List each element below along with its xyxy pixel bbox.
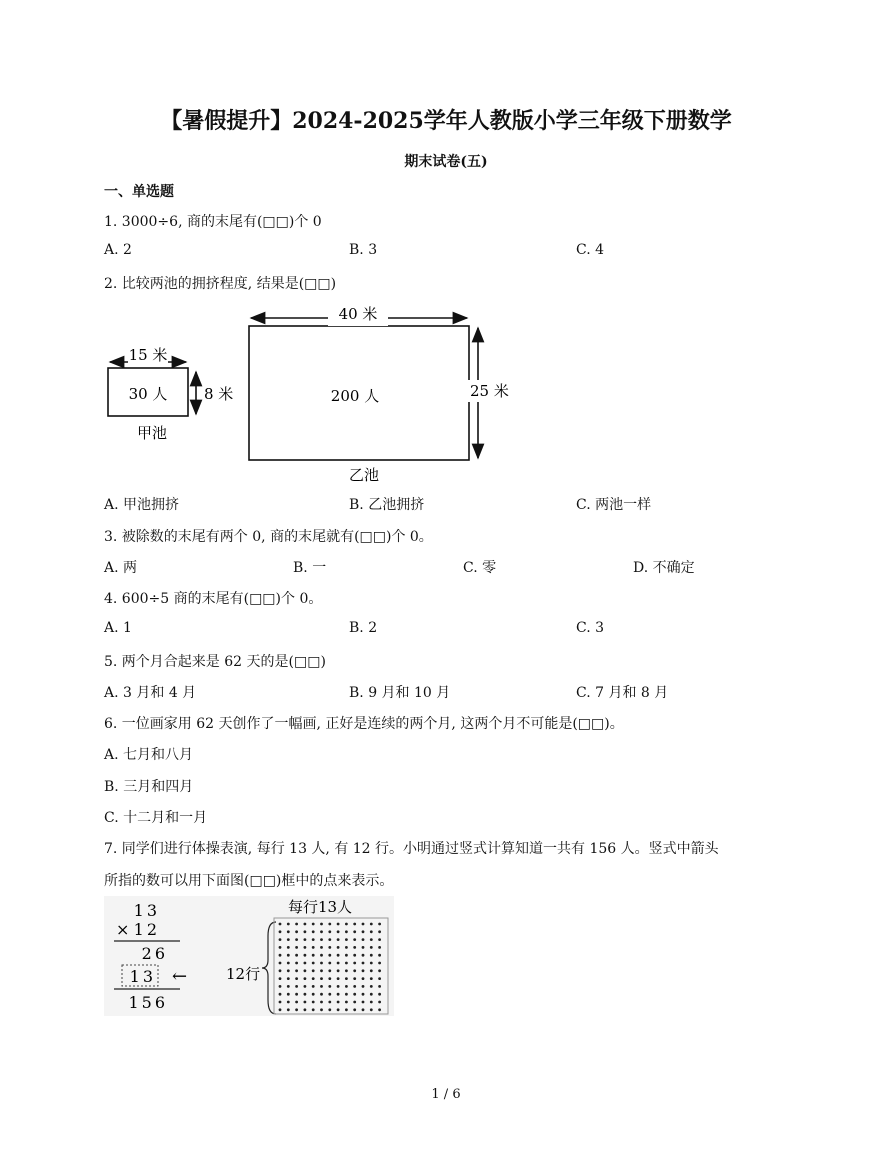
dot (378, 985, 381, 988)
dot (370, 946, 373, 949)
dot (345, 985, 348, 988)
question-6-option-b: B. 三月和四月 (104, 779, 194, 795)
dot (304, 993, 307, 996)
question-2-option-b: B. 乙池拥挤 (349, 497, 425, 513)
dot (345, 946, 348, 949)
dot (337, 985, 340, 988)
dot (337, 1001, 340, 1004)
dot (362, 985, 365, 988)
dot (328, 1008, 331, 1011)
dot (287, 930, 290, 933)
dot (287, 946, 290, 949)
question-5-option-b: B. 9 月和 10 月 (349, 685, 451, 701)
dot (337, 954, 340, 957)
dot (312, 946, 315, 949)
question-1-stem: 1. 3000÷6, 商的末尾有(□□)个 0 (104, 214, 322, 230)
dot (378, 954, 381, 957)
pool-b-name: 乙池 (348, 466, 380, 484)
dot (362, 962, 365, 965)
dot (287, 938, 290, 941)
dot (370, 930, 373, 933)
dot (337, 1008, 340, 1011)
question-6-option-a: A. 七月和八月 (104, 747, 194, 763)
dot (279, 969, 282, 972)
dot (328, 993, 331, 996)
dot (279, 923, 282, 926)
dot (370, 969, 373, 972)
dot (362, 938, 365, 941)
dot (362, 1008, 365, 1011)
document-title: 【暑假提升】2024-2025学年人教版小学三年级下册数学 (160, 108, 732, 134)
dot (320, 1001, 323, 1004)
dot (279, 985, 282, 988)
dot (328, 954, 331, 957)
dot (287, 1001, 290, 1004)
dot (345, 962, 348, 965)
dot (362, 1001, 365, 1004)
dot (312, 930, 315, 933)
dot (295, 930, 298, 933)
dot (304, 1001, 307, 1004)
question-6-option-c: C. 十二月和一月 (104, 810, 208, 826)
dot (287, 977, 290, 980)
dot (304, 923, 307, 926)
dot (312, 977, 315, 980)
question-3-option-a: A. 两 (104, 560, 138, 576)
dot (337, 993, 340, 996)
dot (370, 938, 373, 941)
dot (337, 938, 340, 941)
section-heading: 一、单选题 (104, 184, 174, 200)
question-1-option-a: A. 2 (104, 242, 132, 258)
dot (320, 985, 323, 988)
dot (345, 993, 348, 996)
question-1-option-b: B. 3 (349, 242, 378, 258)
dot (320, 969, 323, 972)
dot (362, 977, 365, 980)
dot (320, 938, 323, 941)
dot (312, 993, 315, 996)
dot (312, 954, 315, 957)
dot (345, 1008, 348, 1011)
dot (345, 923, 348, 926)
dot (328, 923, 331, 926)
question-3-option-b: B. 一 (293, 560, 327, 576)
dot (362, 946, 365, 949)
pool-a-width-label: 15 米 (128, 346, 168, 364)
dot (378, 977, 381, 980)
dot (345, 954, 348, 957)
calc-multiplier: 12 (133, 920, 160, 939)
dot (320, 923, 323, 926)
dot (295, 969, 298, 972)
dot (370, 1008, 373, 1011)
dot (304, 969, 307, 972)
dot (287, 969, 290, 972)
dot (370, 962, 373, 965)
dot (328, 977, 331, 980)
dot (295, 1008, 298, 1011)
question-4-stem: 4. 600÷5 商的末尾有(□□)个 0。 (104, 591, 323, 607)
pools-figure (100, 300, 530, 490)
dot (320, 930, 323, 933)
dot (353, 962, 356, 965)
dot (345, 977, 348, 980)
dot (312, 1008, 315, 1011)
dot (304, 1008, 307, 1011)
pool-a-height-label: 8 米 (204, 385, 234, 403)
dot (378, 993, 381, 996)
dot (320, 977, 323, 980)
dot (304, 962, 307, 965)
dot (362, 930, 365, 933)
dot (362, 923, 365, 926)
document-subtitle: 期末试卷(五) (404, 154, 488, 170)
calc-top-number: 13 (133, 901, 160, 920)
dot (304, 985, 307, 988)
dot (378, 962, 381, 965)
dot (287, 954, 290, 957)
dot (304, 977, 307, 980)
dot (295, 954, 298, 957)
question-3-option-d: D. 不确定 (633, 560, 695, 576)
dot (370, 993, 373, 996)
dot (320, 993, 323, 996)
dot (312, 1001, 315, 1004)
dot (337, 946, 340, 949)
pool-a (108, 345, 233, 442)
question-3-stem: 3. 被除数的末尾有两个 0, 商的末尾就有(□□)个 0。 (104, 529, 433, 545)
dot (312, 969, 315, 972)
dot-array-top-label: 每行13人 (287, 898, 353, 916)
dot (320, 962, 323, 965)
dot-array-side-label: 12行 (226, 965, 261, 983)
dot (328, 946, 331, 949)
question-2-option-a: A. 甲池拥挤 (104, 497, 180, 513)
dot (328, 962, 331, 965)
dot (295, 938, 298, 941)
dot (353, 923, 356, 926)
dot (337, 923, 340, 926)
calc-partial-2: 13 (129, 967, 156, 986)
dot (370, 954, 373, 957)
dot (287, 923, 290, 926)
calc-result: 156 (128, 993, 168, 1012)
dot (370, 977, 373, 980)
dot (304, 930, 307, 933)
dot (353, 969, 356, 972)
dot (295, 946, 298, 949)
question-2-option-c: C. 两池一样 (576, 497, 652, 513)
page-number: 1 / 6 (431, 1087, 461, 1102)
dot (378, 1001, 381, 1004)
question-1-option-c: C. 4 (576, 242, 605, 258)
dot (279, 954, 282, 957)
dot (378, 930, 381, 933)
dot (312, 985, 315, 988)
dot (370, 923, 373, 926)
question-7-stem-line2: 所指的数可以用下面图(□□)框中的点来表示。 (104, 873, 394, 889)
dot (295, 993, 298, 996)
dot (378, 923, 381, 926)
dot (345, 1001, 348, 1004)
dot (362, 993, 365, 996)
dot (353, 930, 356, 933)
dot (345, 930, 348, 933)
question-5-option-c: C. 7 月和 8 月 (576, 685, 669, 701)
question-4-option-a: A. 1 (104, 620, 132, 636)
dot (279, 962, 282, 965)
dot (279, 1008, 282, 1011)
multiplication-figure (104, 896, 394, 1016)
question-5-option-a: A. 3 月和 4 月 (104, 685, 197, 701)
question-3-option-c: C. 零 (463, 560, 497, 576)
dot (337, 977, 340, 980)
dot (304, 954, 307, 957)
dot (353, 954, 356, 957)
dot (304, 938, 307, 941)
dot (378, 938, 381, 941)
dot (362, 969, 365, 972)
dot (345, 938, 348, 941)
dot (287, 993, 290, 996)
dot (353, 985, 356, 988)
dot (328, 938, 331, 941)
dot (287, 985, 290, 988)
dot (378, 969, 381, 972)
dot (353, 1008, 356, 1011)
dot (378, 946, 381, 949)
question-7-stem-line1: 7. 同学们进行体操表演, 每行 13 人, 有 12 行。小明通过竖式计算知道一共有 156 人。竖式中箭头 (104, 841, 719, 857)
dot (353, 946, 356, 949)
dot (337, 969, 340, 972)
pool-a-people: 30 人 (128, 385, 168, 403)
dot (337, 930, 340, 933)
dot (328, 1001, 331, 1004)
pool-b (249, 304, 513, 484)
question-6-stem: 6. 一位画家用 62 天创作了一幅画, 正好是连续的两个月, 这两个月不可能是(□□)。 (104, 716, 624, 732)
dot (295, 977, 298, 980)
pool-b-height-label: 25 米 (470, 382, 509, 400)
dot (337, 962, 340, 965)
arrow-left-icon: ← (172, 966, 188, 987)
dot (353, 993, 356, 996)
dot (362, 954, 365, 957)
dot (370, 985, 373, 988)
dot (320, 1008, 323, 1011)
dot (378, 1008, 381, 1011)
dot (312, 923, 315, 926)
dot (304, 946, 307, 949)
pool-b-width-label: 40 米 (338, 305, 378, 323)
dot (295, 985, 298, 988)
question-4-option-b: B. 2 (349, 620, 378, 636)
dot (353, 977, 356, 980)
dot (287, 1008, 290, 1011)
dot (279, 1001, 282, 1004)
dot (295, 923, 298, 926)
dot (320, 946, 323, 949)
dot (328, 969, 331, 972)
calc-multiply-sign: × (116, 920, 130, 939)
dot (279, 946, 282, 949)
dot (328, 930, 331, 933)
calc-partial-1: 26 (141, 944, 168, 963)
dot (279, 930, 282, 933)
dot (295, 1001, 298, 1004)
dot (279, 993, 282, 996)
dot (345, 969, 348, 972)
dot (328, 985, 331, 988)
dot (353, 938, 356, 941)
pool-b-people: 200 人 (330, 387, 380, 405)
question-5-stem: 5. 两个月合起来是 62 天的是(□□) (104, 654, 326, 670)
question-2-stem: 2. 比较两池的拥挤程度, 结果是(□□) (104, 276, 337, 292)
pool-a-name: 甲池 (136, 424, 168, 442)
dot (312, 962, 315, 965)
dot (320, 954, 323, 957)
question-4-option-c: C. 3 (576, 620, 605, 636)
dot (287, 962, 290, 965)
dot (353, 1001, 356, 1004)
dot (279, 977, 282, 980)
dot (279, 938, 282, 941)
dot (370, 1001, 373, 1004)
dot (295, 962, 298, 965)
dot (312, 938, 315, 941)
